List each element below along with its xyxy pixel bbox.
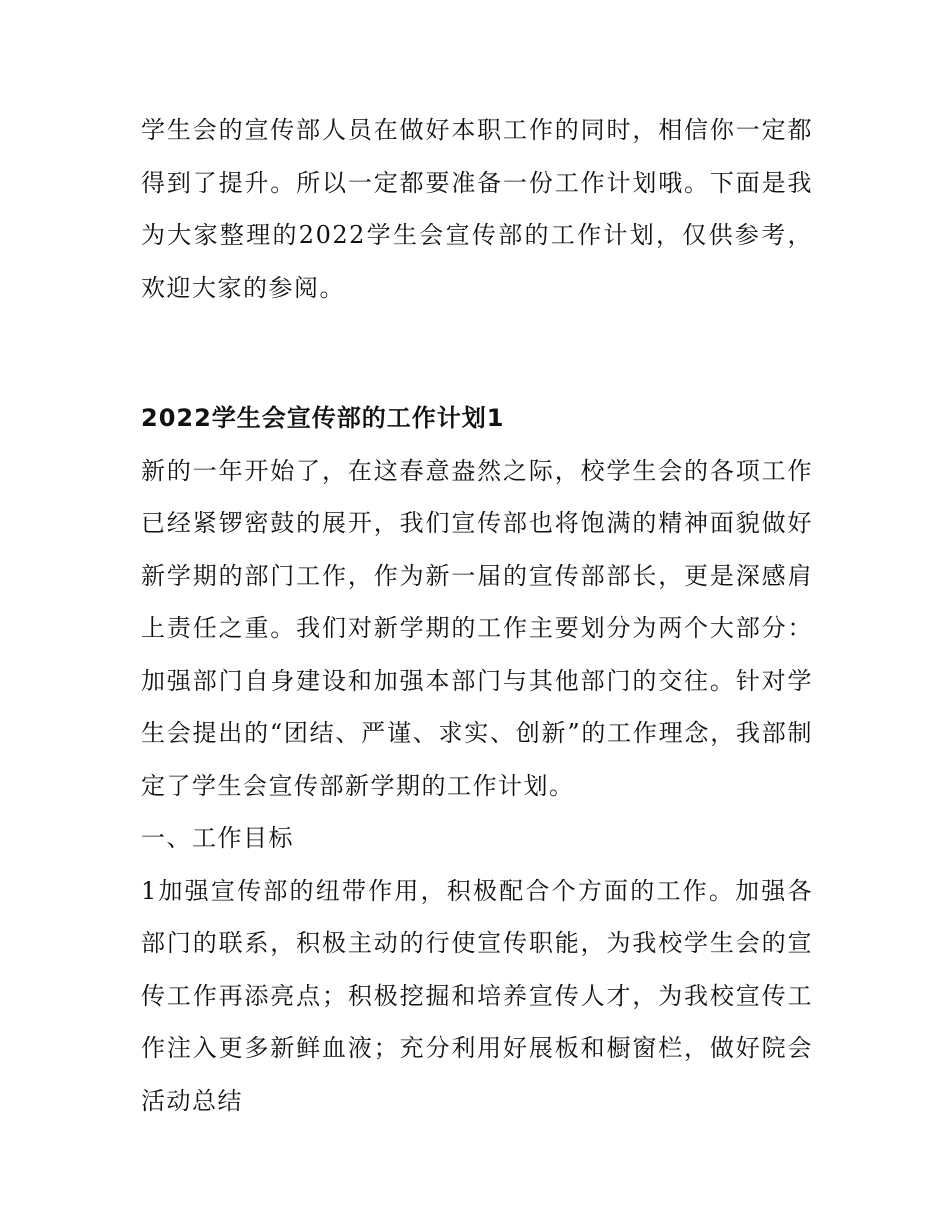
section-title: 2022学生会宣传部的工作计划1 (141, 404, 505, 432)
document-body (141, 104, 813, 1127)
section-heading-goals: 一、工作目标 (141, 824, 294, 852)
body-paragraph-1: 新的一年开始了，在这春意盎然之际，校学生会的各项工作已经紧锣密鼓的展开，我们宣传部也将饱满的精神面貌做好新学期的部门工作，作为新一届的宣传部部长，更是深感肩上责任之重。我们对新学期的工作主要划分为两个大部分：加强部门自身建设和加强本部门与其他部门的交往。针对学生会提出的“团结、严谨、求实、创新”的工作理念，我部制定了学生会宣传部新学期的工作计划。 (141, 456, 813, 800)
intro-paragraph: 学生会的宣传部人员在做好本职工作的同时，相信你一定都得到了提升。所以一定都要准备一份工作计划哦。下面是我为大家整理的2022学生会宣传部的工作计划，仅供参考，欢迎大家的参阅。 (141, 116, 813, 302)
body-paragraph-2: 1加强宣传部的纽带作用，积极配合个方面的工作。加强各部门的联系，积极主动的行使宣传职能，为我校学生会的宣传工作再添亮点；积极挖掘和培养宣传人才，为我校宣传工作注入更多新鲜血液；充分利用好展板和橱窗栏，做好院会活动总结 (141, 876, 813, 1115)
paragraph-gap (141, 314, 813, 392)
